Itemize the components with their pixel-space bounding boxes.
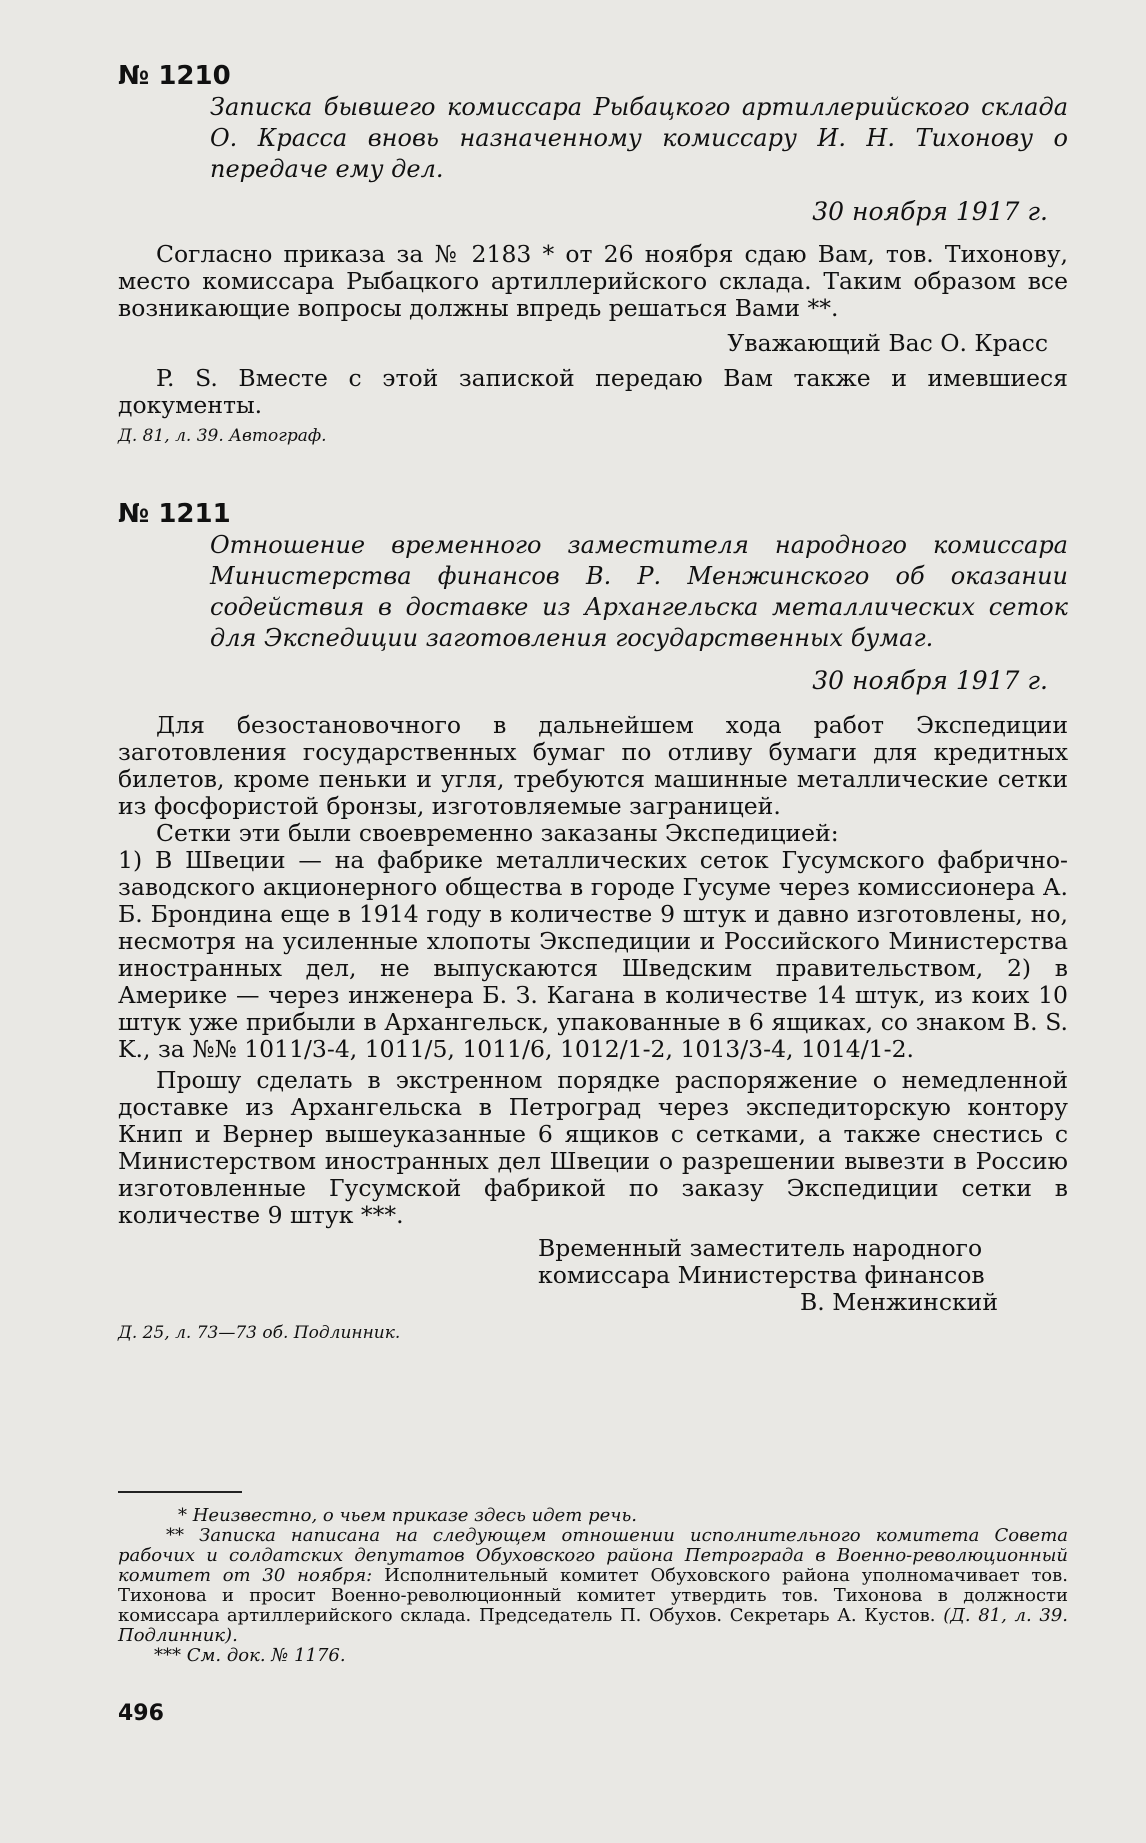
signature-title: Временный заместитель народного — [538, 1234, 983, 1262]
doc-heading: Записка бывшего комиссара Рыбацкого артиллерийского склада О. Красса вновь назначенному комиссару И. Н. Тихонову о передаче ему дел. — [210, 93, 1068, 183]
footnote — [118, 1506, 1068, 1526]
footnote-text: Неизвестно, о чьем приказе здесь идет речь. — [192, 1505, 637, 1526]
footnote-mark: *** — [154, 1645, 181, 1666]
footnote-mark: * — [178, 1505, 187, 1526]
doc-number: № 1211 — [118, 499, 231, 529]
signature-title: комиссара Министерства финансов — [538, 1261, 985, 1289]
doc-paragraph: Для безостановочного в дальнейшем хода работ Экспедиции заготовления государственных бумаг по отливу бумаги для кредитных билетов, кроме пеньки и угля, требуются машинные металлические сетки из фосфористой бронзы, изготовляемые заграницей. — [118, 711, 1068, 820]
doc-signature: Уважающий Вас О. Красс — [727, 329, 1048, 357]
signature-name: В. Менжинский — [800, 1288, 998, 1316]
doc-paragraph: Сетки эти были своевременно заказаны Экспедицией: — [156, 819, 839, 847]
doc-number: № 1210 — [118, 61, 231, 91]
document-1210 — [118, 62, 1068, 447]
doc-date: 30 ноября 1917 г. — [812, 666, 1048, 695]
doc-postscript: P. S. Вместе с этой запиской передаю Вам также и имевшиеся документы. — [118, 364, 1068, 419]
footnote — [118, 1526, 1068, 1646]
footnote-text: Записка написана на следующем отношении исполнительного комитета Совета рабочих и солдатских депутатов Обуховского района Петрограда в Военно-революционный комитет от 30 ноября: — [118, 1525, 1068, 1586]
doc-heading: Отношение временного заместителя народного комиссара Министерства финансов В. Р. Менжинского об оказании содействия в доставке из Архангельска металлических сеток для Экспедиции заготовления государственных бумаг. — [210, 531, 1068, 652]
document-1211 — [118, 500, 1068, 1344]
doc-paragraph: 1) В Швеции — на фабрике металлических сеток Гусумского фабрично-заводского акционерного общества в городе Гусуме через комиссионера А. Б. Брондина еще в 1914 году в количестве 9 штук и давно изготовлены, но, несмотря на усиленные хлопоты Экспедиции и Российского Министерства иностранных дел, не выпускаются Шведским правительством, 2) в Америке — через инженера Б. З. Кагана в количестве 14 штук, из коих 10 штук уже прибыли в Архангельск, упакованные в 6 ящиках, со знаком B. S. K., за №№ 1011/3-4, 1011/5, 1011/6, 1012/1-2, 1013/3-4, 1014/1-2. — [118, 846, 1068, 1063]
page-number: 496 — [118, 1701, 164, 1726]
footnote-mark: ** — [166, 1525, 184, 1546]
footnote-source: (Д. 81, л. 39. Подлинник). — [118, 1605, 1068, 1646]
doc-source: Д. 81, л. 39. Автограф. — [118, 426, 327, 446]
doc-source: Д. 25, л. 73—73 об. Подлинник. — [118, 1323, 401, 1343]
footnote-text: См. док. № 1176. — [186, 1645, 346, 1666]
footnotes — [118, 1506, 1068, 1666]
footnote — [118, 1646, 1068, 1666]
doc-paragraph: Прошу сделать в экстренном порядке распоряжение о немедленной доставке из Архангельска в Петроград через экспедиторскую контору Книп и Вернер вышеуказанные 6 ящиков с сетками, а также снестись с Министерством иностранных дел Швеции о разрешении вывезти в Россию изготовленные Гусумской фабрикой по заказу Экспедиции сетки в количестве 9 штук ***. — [118, 1066, 1068, 1229]
footnote-text: Исполнительный комитет Обуховского района уполномачивает тов. Тихонова и просит Военно-революционный комитет утвердить тов. Тихонова в должности комиссара артиллерийского склада. Председатель П. Обухов. Секретарь А. Кустов. — [118, 1565, 1068, 1626]
doc-date: 30 ноября 1917 г. — [812, 197, 1048, 226]
footnote-divider — [118, 1491, 242, 1493]
doc-signature-block — [538, 1235, 998, 1316]
doc-body: Согласно приказа за № 2183 * от 26 ноября сдаю Вам, тов. Тихонову, место комиссара Рыбацкого артиллерийского склада. Таким образом все возникающие вопросы должны впредь решаться Вами **. — [118, 240, 1068, 322]
